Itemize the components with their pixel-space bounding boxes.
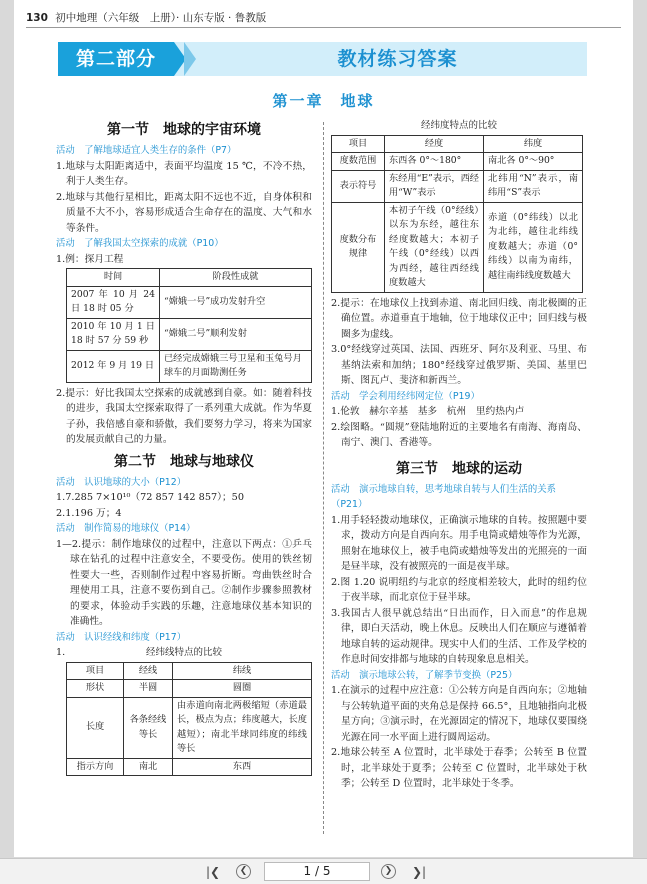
answer-item: 1.用手轻轻拨动地球仪，正确演示地球的自转。按照题中要求，拨动方向是自西向东。用手电筒或蜡烛等作为光源，照射在地球仪上，被手电筒或蜡烛等发出的光照亮的一面是昼半球，没有被照亮的一面是夜半球。: [331, 514, 587, 572]
table-caption: 经纬度特点的比较: [420, 120, 497, 131]
table-cell: 长度: [67, 697, 124, 758]
table-caption-row: [56, 645, 312, 661]
table-cell: 2010 年 10 月 1 日 18 时 57 分 59 秒: [67, 318, 160, 350]
last-page-icon[interactable]: ❯|: [412, 865, 427, 879]
answer-item: 1.例：探月工程: [56, 253, 124, 265]
page-header: [26, 10, 266, 25]
table-header-cell: 经度: [385, 135, 484, 153]
banner-title: 教材练习答案: [337, 48, 458, 70]
table-cell: 北纬用“N”表示，南纬用“S”表示: [484, 170, 583, 202]
table-cell: 表示符号: [332, 170, 385, 202]
table-row: [67, 350, 312, 382]
table-cell: 2007 年 10 月 24 日 18 时 05 分: [67, 286, 160, 318]
table-cell: 各条经线等长: [124, 697, 173, 758]
answer-item: 3.0°经线穿过英国、法国、西班牙、阿尔及利亚、马里、布基纳法索和加纳；180°经线穿过俄罗斯、美国、基里巴斯、图瓦卢、斐济和新西兰。: [331, 344, 587, 386]
activity-heading: 活动 认识地球的大小（P12）: [56, 476, 187, 488]
table-cell: 东经用“E”表示，西经用“W”表示: [385, 170, 484, 202]
answer-item: 1—2.提示：制作地球仪的过程中，注意以下两点：①乒乓球在钻孔的过程中注意安全，不要受伤。使用的铁丝韧性要大一些，否则制作过程中容易折断。弯曲铁丝时合理使用工具，注意不要伤到自己。②制作步骤参照教材的要求，体验动手实践的乐趣，注意地球仪基本知识的准确性。: [56, 538, 312, 627]
activity-heading: 活动 了解我国太空探索的成就（P10）: [56, 238, 224, 249]
table-header-cell: 阶段性成就: [160, 269, 312, 287]
table-cell: 已经完成嫦娥三号卫星和玉兔号月球车的月面勘测任务: [160, 350, 312, 382]
activity-heading: 活动 演示地球公转，了解季节变换（P25）: [331, 669, 518, 681]
activity-heading: 活动 了解地球适宜人类生存的条件（P7）: [56, 145, 237, 156]
chapter-title: 第一章 地球: [272, 92, 375, 110]
answer-item: 2.提示：在地球仪上找到赤道、南北回归线、南北极圈的正确位置。赤道垂直于地轴，位于地球仪正中；回归线与极圈多为虚线。: [331, 297, 587, 340]
answer-item: 1.在演示的过程中应注意：①公转方向是自西向东；②地轴与公转轨道平面的夹角总是保持 66.5°，且地轴指向北极星方向；③演示时，在光源固定的情况下，地球仅要围绕光源在同一水平面上进行圆周运动。: [331, 685, 587, 743]
table-header-cell: 纬度: [484, 135, 583, 153]
table-header-cell: 时间: [67, 269, 160, 287]
table-caption: 经纬线特点的比较: [145, 647, 222, 658]
section-title: 第三节 地球的运动: [396, 460, 522, 477]
table-row: [67, 758, 312, 776]
table-cell: 东西: [173, 758, 312, 776]
page-indicator[interactable]: 1 / 5: [264, 862, 370, 881]
section-title: 第二节 地球与地球仪: [114, 453, 254, 470]
answer-item: 2.地球与其他行星相比，距离太阳不远也不近，自身体积和质量不大不小，容易形成适合生命存在的温度、大气和水等条件。: [56, 191, 312, 234]
table-cell: 由赤道向南北两极缩短（赤道最长，极点为点；纬度越大，长度越短）；南北半球同纬度的纬线等长: [173, 697, 312, 758]
table-row: [67, 680, 312, 698]
left-column: [56, 118, 312, 779]
table-row: [332, 153, 583, 171]
activity-heading: 活动 制作简易的地球仪（P14）: [56, 523, 196, 534]
table-header-row: [332, 135, 583, 153]
table-cell: 东西各 0°～180°: [385, 153, 484, 171]
meridian-parallel-table: [66, 662, 312, 777]
table-row: [332, 170, 583, 202]
header-divider: [26, 27, 621, 28]
answer-item: 2.1.196 万；4: [56, 507, 122, 519]
table-header-cell: 经线: [124, 662, 173, 680]
answer-item: 3.我国古人很早就总结出“日出而作，日入而息”的作息规律，即白天活动，晚上休息。反映出人们在顺应与遵循着地球自转的运动规律。现实中人们的生活、工作及学校的作息时间安排都与地球的自转现象息息相关。: [331, 607, 587, 665]
document-page: [14, 0, 633, 857]
answer-item: 1.伦敦 赫尔辛基 基多 杭州 里约热内卢: [331, 406, 525, 417]
activity-heading: 活动 学会利用经纬网定位（P19）: [331, 390, 480, 402]
viewer-toolbar: [0, 858, 647, 884]
longitude-latitude-table: [331, 135, 583, 293]
table-cell: 本初子午线（0°经线）以东为东经，越往东经度数越大；本初子午线（0°经线）以西为西经，越往西经线度数越大: [385, 202, 484, 292]
lunar-exploration-table: [66, 268, 312, 383]
table-cell: 圆圈: [173, 680, 312, 698]
section-banner: [58, 42, 587, 76]
table-cell: 度数分布规律: [332, 202, 385, 292]
table-header-cell: 纬线: [173, 662, 312, 680]
answer-item: 1.7.285 7×10¹⁰（72 857 142 857）；50: [56, 492, 245, 503]
table-row: [67, 286, 312, 318]
table-cell: “嫦娥一号”成功发射升空: [160, 286, 312, 318]
activity-heading: 活动 认识经线和纬度（P17）: [56, 631, 187, 643]
prev-page-icon[interactable]: ❮: [236, 864, 251, 879]
table-row: [67, 697, 312, 758]
answer-item: 2.绘图略。“圆规”登陆地附近的主要地名有南海、海南岛、南宁、澳门、香港等。: [331, 421, 587, 448]
table-cell: 半圆: [124, 680, 173, 698]
table-row: [332, 202, 583, 292]
table-cell: 南北各 0°～90°: [484, 153, 583, 171]
table-header-row: [67, 269, 312, 287]
right-column: [331, 118, 587, 792]
table-header-cell: 项目: [67, 662, 124, 680]
column-divider: [323, 122, 324, 834]
table-cell: “嫦娥二号”顺利发射: [160, 318, 312, 350]
answer-item: 2.图 1.20 说明纽约与北京的经度相差较大，此时的纽约位于夜半球，而北京位于昼半球。: [331, 576, 587, 603]
section-title: 第一节 地球的宇宙环境: [107, 122, 261, 138]
next-page-icon[interactable]: ❯: [381, 864, 396, 879]
table-cell: 度数范围: [332, 153, 385, 171]
book-info: 初中地理（六年级 上册）· 山东专版 · 鲁教版: [55, 12, 267, 24]
table-cell: 南北: [124, 758, 173, 776]
banner-part-label: 第二部分: [58, 42, 174, 76]
answer-item: 2.地球公转至 A 位置时，北半球处于春季；公转至 B 位置时，北半球处于夏季；公转至 C 位置时，北半球处于秋季；公转至 D 位置时，北半球处于冬季。: [331, 747, 587, 789]
banner-chevron-icon: [184, 42, 196, 76]
activity-heading: 活动 演示地球自转，思考地球自转与人们生活的关系（P21）: [331, 483, 557, 510]
answer-item: 2.提示：好比我国太空探索的成就感到自豪。如：随着科技的进步，我国太空探索取得了一系列重大成就。作为华夏子孙，我倍感自豪和骄傲，我们要努力学习，将来为国家的发展贡献自己的力量。: [56, 387, 312, 445]
table-cell: 形状: [67, 680, 124, 698]
first-page-icon[interactable]: |❮: [206, 865, 221, 879]
answer-number: 1.: [56, 647, 66, 658]
table-cell: 赤道（0°纬线）以北为北纬，越往北纬线度数越大；赤道（0°纬线）以南为南纬，越往南纬线度数越大: [484, 202, 583, 292]
table-header-cell: 项目: [332, 135, 385, 153]
page-number: 130: [26, 12, 48, 24]
answer-item: 1.地球与太阳距离适中，表面平均温度 15 ℃，不冷不热，利于人类生存。: [56, 160, 312, 187]
table-row: [67, 318, 312, 350]
table-cell: 2012 年 9 月 19 日: [67, 350, 160, 382]
table-cell: 指示方向: [67, 758, 124, 776]
table-header-row: [67, 662, 312, 680]
